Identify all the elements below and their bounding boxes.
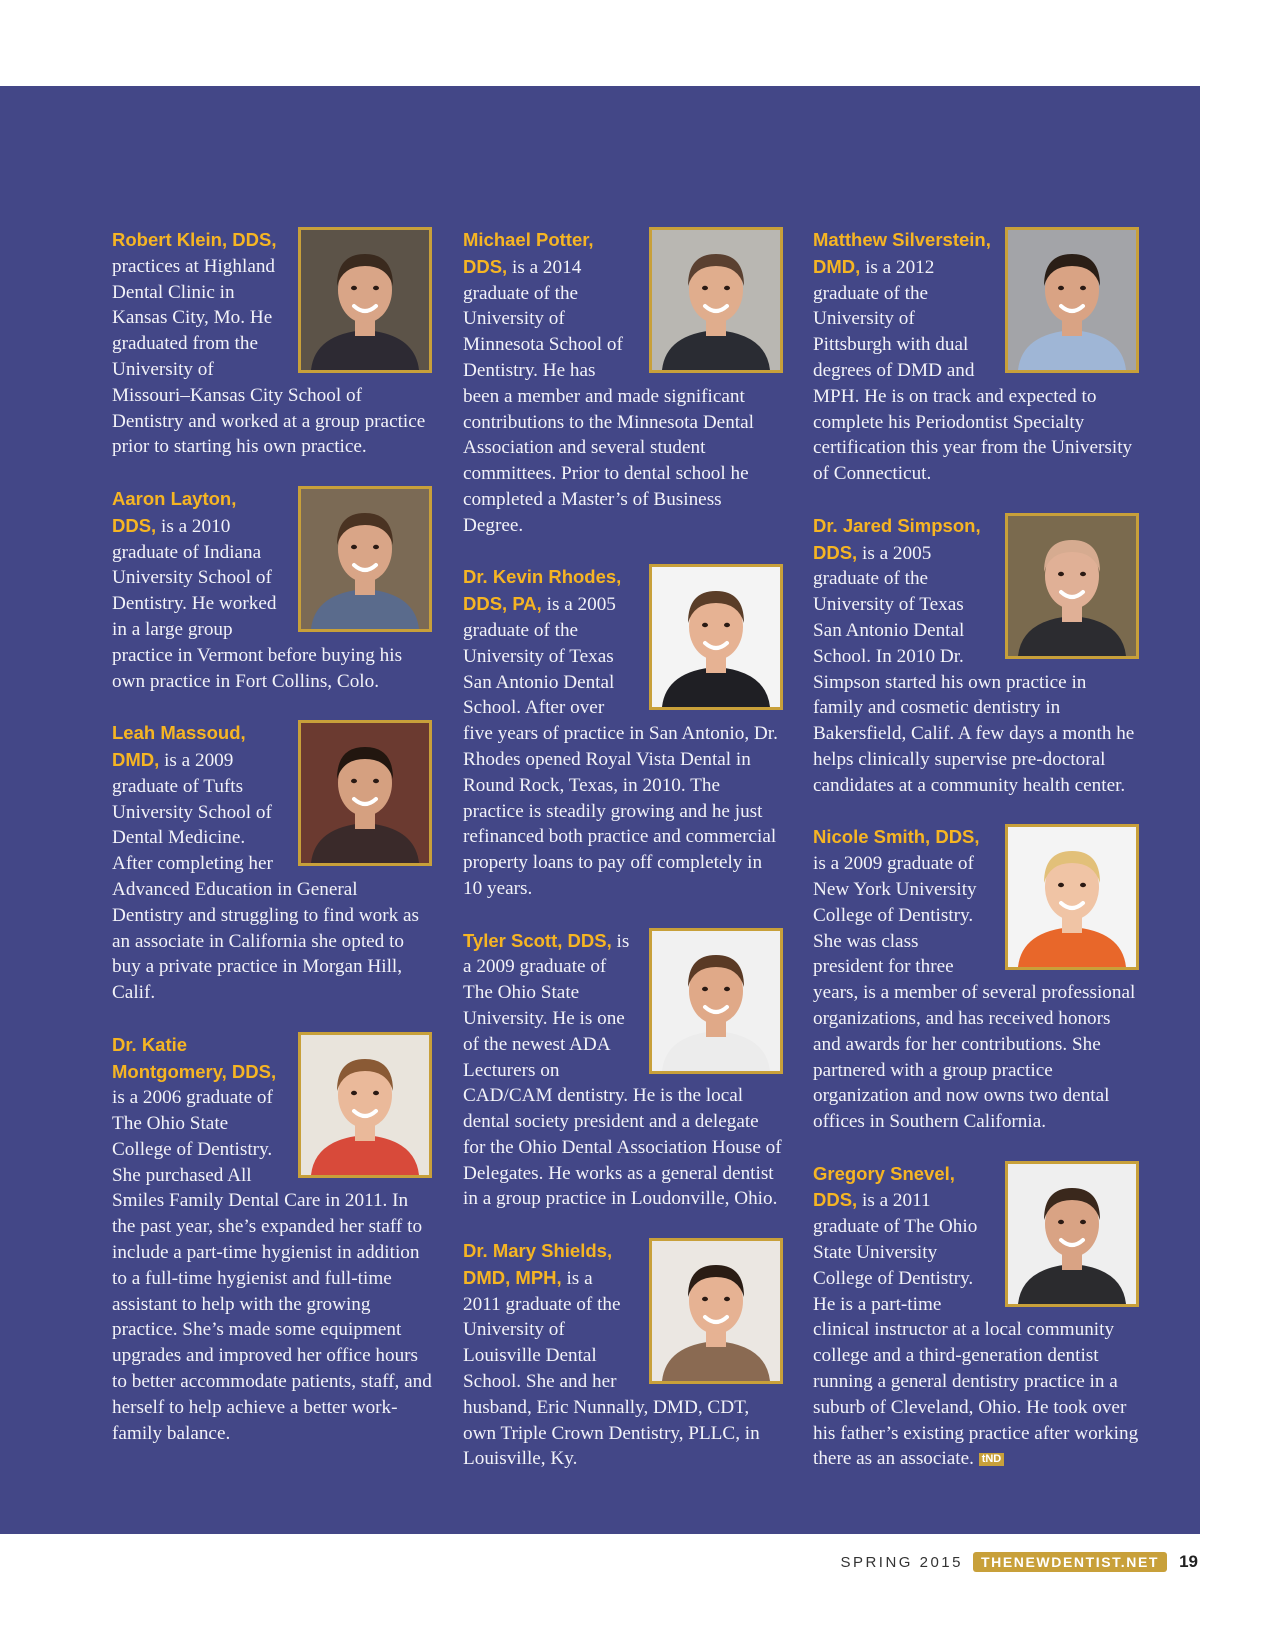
portrait-photo (649, 227, 783, 373)
site-badge: THENEWDENTIST.NET (973, 1552, 1167, 1572)
portrait-photo (298, 227, 432, 373)
portrait-photo (298, 1032, 432, 1178)
end-mark-icon: tND (979, 1453, 1005, 1466)
bio-entry (463, 227, 783, 539)
bio-name: Tyler Scott, DDS, (463, 929, 612, 951)
bio-name: Dr. Katie Montgomery, DDS, (112, 1033, 277, 1082)
bio-name: Gregory Snevel, DDS, (813, 1162, 955, 1211)
bio-entry (813, 824, 1139, 1135)
bio-text: is a 2009 graduate of Tufts University School of Dental Medicine. After completing her Advanced Education in General Dentistry and struggling to find work as an associate in California she opted to buy a private practice in Morgan Hill, Calif. (112, 749, 419, 1004)
bio-text: is a 2012 graduate of the University of Pittsburgh with dual degrees of DMD and MPH. He is on track and expected to complete his Periodontist Specialty certification this year from the University of Connecticut. (813, 256, 1133, 485)
bio-text: is a 2011 graduate of The Ohio State University College of Dentistry. He is a part-time clinical instructor at a local community college and a third-generation dentist running a general dentistry practice in a suburb of Cleveland, Ohio. He took over his father’s existing practice after working there as an associate. (813, 1190, 1139, 1470)
bio-text: is a 2009 graduate of New York University College of Dentistry. She was class president for three years, is a member of several professional organizations, and has received honors and awards for her contributions. She partnered with a group practice organization and now owns two dental offices in Southern California. (813, 853, 1136, 1133)
portrait-photo (1005, 824, 1139, 970)
bio-text: is a 2010 graduate of Indiana University School of Dentistry. He worked in a large group practice in Vermont before buying his own practice in Fort Collins, Colo. (112, 515, 403, 692)
portrait-photo (298, 486, 432, 632)
bio-name: Leah Massoud, DMD, (112, 722, 246, 770)
bio-column-left (112, 227, 432, 1472)
issue-date: SPRING 2015 (840, 1553, 963, 1571)
bio-text: is a 2006 graduate of The Ohio State College of Dentistry. She purchased All Smiles Family Dental Care in 2011. In the past year, she’s expanded her staff to include a part-time hygienist in addition to a full-time hygienist and full-time assistant to help with the growing practice. She’s made some equipment upgrades and improved her office hours to better accommodate patients, staff, and herself to help achieve a better work-family balance. (112, 1087, 432, 1444)
bio-column-middle (463, 227, 783, 1498)
bio-name: Dr. Jared Simpson, DDS, (813, 514, 981, 563)
bio-name: Aaron Layton, DDS, (112, 487, 237, 536)
page-footer (840, 1550, 1198, 1574)
bio-text: is a 2009 graduate of The Ohio State University. He is one of the newest ADA Lecturers on CAD/CAM dentistry. He is the local dental society president and a delegate for the Ohio Dental Association House of Delegates. He works as a general dentist in a group practice in Loudonville, Ohio. (463, 930, 782, 1210)
bio-entry (463, 1238, 783, 1472)
bio-text: practices at Highland Dental Clinic in Kansas City, Mo. He graduated from the University of Missouri–Kansas City School of Dentistry and worked at a group practice prior to starting his own practice. (112, 255, 426, 458)
portrait-photo (1005, 227, 1139, 373)
portrait-photo (1005, 513, 1139, 659)
bio-entry (813, 227, 1139, 487)
bio-entry (112, 486, 432, 694)
bio-name: Nicole Smith, DDS, (813, 826, 980, 848)
bio-text: is a 2014 graduate of the University of Minnesota School of Dentistry. He has been a member and made significant contributions to the Minnesota Dental Association and several student committees. Prior to dental school he completed a Master’s of Business Degree. (463, 256, 754, 536)
bio-name: Robert Klein, DDS, (112, 229, 277, 250)
bio-name: Dr. Mary Shields, DMD, MPH, (463, 1240, 613, 1288)
bio-entry (112, 227, 432, 460)
bio-name: Dr. Kevin Rhodes, DDS, PA, (463, 566, 622, 615)
bio-column-right (813, 227, 1139, 1498)
bio-entry (463, 564, 783, 901)
bio-name: Matthew Silverstein, DMD, (813, 229, 991, 277)
bio-text: is a 2011 graduate of the University of Louisville Dental School. She and her husband, Eric Nunnally, DMD, CDT, own Triple Crown Dentistry, PLLC, in Louisville, Ky. (463, 1267, 760, 1470)
portrait-photo (298, 720, 432, 866)
bio-text: is a 2005 graduate of the University of Texas San Antonio Dental School. After over five years of practice in San Antonio, Dr. Rhodes opened Royal Vista Dental in Round Rock, Texas, in 2010. The practice is steadily growing and he just refinanced both practice and commercial property loans to pay off completely in 10 years. (463, 594, 778, 899)
bio-entry (112, 720, 432, 1006)
portrait-photo (649, 564, 783, 710)
bio-text: is a 2005 graduate of the University of Texas San Antonio Dental School. In 2010 Dr. Simpson started his own practice in family and cosmetic dentistry in Bakersfield, Calif. A few days a month he helps clinically supervise pre-doctoral candidates at a community health center. (813, 542, 1135, 796)
portrait-photo (649, 1238, 783, 1384)
bio-name: Michael Potter, DDS, (463, 229, 594, 277)
portrait-photo (1005, 1161, 1139, 1307)
bio-entry (813, 513, 1139, 799)
page-number: 19 (1179, 1552, 1198, 1571)
bio-entry (813, 1161, 1139, 1473)
bio-entry (463, 928, 783, 1213)
portrait-photo (649, 928, 783, 1074)
bio-entry (112, 1032, 432, 1447)
